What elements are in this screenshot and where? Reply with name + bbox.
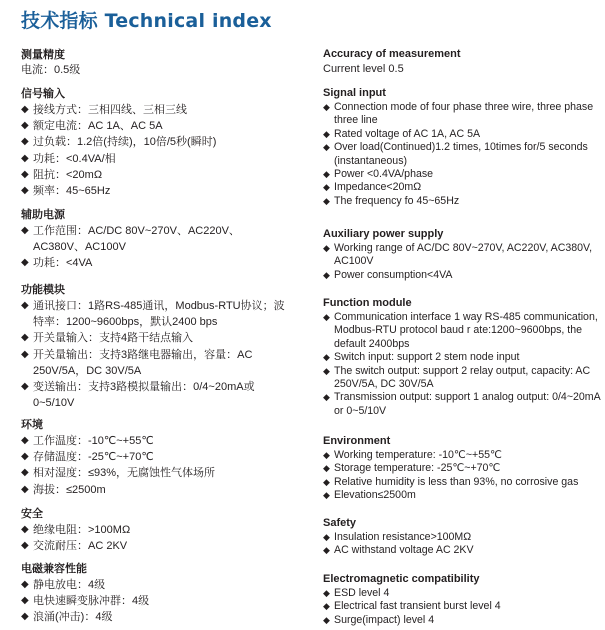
diamond-bullet-icon: ◆ — [323, 102, 330, 112]
list-item: ◆ Storage temperature: -25℃~+70℃ — [323, 462, 501, 475]
list-item: ◆ Working temperature: -10℃~+55℃ — [323, 449, 502, 461]
diamond-bullet-icon: ◆ — [21, 611, 29, 623]
list-item: ◆ Connection mode of four phase three wire, three phase three line — [323, 101, 594, 127]
en-env-section — [323, 434, 605, 503]
list-item: ◆ 接线方式：三相四线、三相三线 — [21, 102, 311, 118]
page-title: 技术指标 Technical index — [21, 10, 272, 32]
diamond-bullet-icon: ◆ — [21, 257, 29, 269]
en-emc-section — [323, 572, 605, 627]
diamond-bullet-icon: ◆ — [21, 332, 29, 344]
section-heading: 辅助电源 — [21, 209, 65, 221]
list-item: ◆ Insulation resistance>100MΩ — [323, 531, 472, 543]
diamond-bullet-icon: ◆ — [323, 182, 330, 193]
section-heading: Function module — [323, 297, 412, 309]
section-heading: Electromagnetic compatibility — [323, 573, 480, 585]
diamond-bullet-icon: ◆ — [21, 348, 29, 360]
list-item: ◆ 绝缘电阻：>100MΩ — [21, 522, 311, 538]
list-item: ◆ 额定电流：AC 1A、AC 5A — [21, 118, 311, 134]
cn-signal-section — [21, 87, 311, 199]
diamond-bullet-icon: ◆ — [323, 243, 330, 253]
list-item: ◆ The frequency fo 45~65Hz — [323, 194, 460, 207]
diamond-bullet-icon: ◆ — [21, 467, 29, 479]
list-item: ◆ 存储温度：-25℃~+70℃ — [21, 449, 311, 465]
diamond-bullet-icon: ◆ — [21, 483, 29, 495]
list-item: ◆ 频率：45~65Hz — [21, 183, 311, 199]
diamond-bullet-icon: ◆ — [21, 435, 29, 446]
diamond-bullet-icon: ◆ — [323, 532, 330, 542]
list-item: ◆ 开关量输入：支持4路干结点输入 — [21, 330, 311, 346]
list-item: ◆ 阻抗：<20mΩ — [21, 167, 311, 183]
list-item: ◆ 功耗：<0.4VA/相 — [21, 151, 311, 167]
list-item: ◆ 过负载：1.2倍(持续)，10倍/5秒(瞬时) — [21, 134, 311, 150]
diamond-bullet-icon: ◆ — [323, 588, 330, 598]
cn-env-section — [21, 418, 311, 498]
list-item: ◆ 浪涌(冲击)：4级 — [21, 609, 311, 625]
list-item: ◆ Transmission output: support 1 analog output: 0/4~20mA or 0~5/10V — [323, 391, 601, 417]
cn-function-section — [21, 283, 311, 411]
diamond-bullet-icon: ◆ — [21, 540, 29, 552]
list-item: ◆ The switch output: support 2 relay output, capacity: AC 250V/5A, DC 30V/5A — [323, 364, 591, 391]
list-item: ◆ Rated voltage of AC 1A, AC 5A — [323, 127, 481, 140]
section-heading: 安全 — [21, 508, 43, 520]
diamond-bullet-icon: ◆ — [21, 185, 29, 197]
diamond-bullet-icon: ◆ — [21, 595, 29, 607]
list-item: ◆ AC withstand voltage AC 2KV — [323, 544, 474, 557]
diamond-bullet-icon: ◆ — [323, 142, 330, 153]
diamond-bullet-icon: ◆ — [323, 463, 330, 474]
diamond-bullet-icon: ◆ — [21, 136, 29, 148]
diamond-bullet-icon: ◆ — [21, 168, 29, 180]
list-item: ◆ Power consumption<4VA — [323, 268, 453, 281]
list-item: ◆ Surge(impact) level 4 — [323, 613, 435, 626]
diamond-bullet-icon: ◆ — [21, 579, 29, 590]
cn-accuracy-section — [21, 48, 311, 78]
accuracy-value: Current level 0.5 — [323, 63, 404, 75]
list-item: ◆ 工作温度：-10℃~+55℃ — [21, 433, 311, 449]
list-item: ◆ Electrical fast transient burst level 4 — [323, 600, 501, 613]
list-item: ◆ 通讯接口：1路RS-485通讯，Modbus-RTU协议；波特率：1200~9600bps，默认2400 bps — [21, 300, 285, 329]
section-heading: 功能模块 — [21, 284, 65, 296]
cn-safety-section — [21, 507, 311, 554]
diamond-bullet-icon: ◆ — [323, 269, 330, 280]
cn-emc-section — [21, 562, 311, 626]
diamond-bullet-icon: ◆ — [323, 614, 330, 625]
list-item: ◆ Relative humidity is less than 93%, no corrosive gas — [323, 475, 579, 488]
diamond-bullet-icon: ◆ — [21, 120, 29, 132]
diamond-bullet-icon: ◆ — [21, 381, 29, 393]
list-item: ◆ Switch input: support 2 stem node input — [323, 351, 520, 364]
list-item: ◆ Over load(Continued)1.2 times, 10times for/5 seconds (instantaneous) — [323, 141, 588, 167]
diamond-bullet-icon: ◆ — [323, 352, 330, 363]
list-item: ◆ Impedance<20mΩ — [323, 181, 422, 194]
diamond-bullet-icon: ◆ — [21, 300, 29, 311]
diamond-bullet-icon: ◆ — [323, 450, 330, 460]
diamond-bullet-icon: ◆ — [323, 601, 330, 612]
diamond-bullet-icon: ◆ — [323, 392, 330, 403]
list-item: ◆ 静电放电：4级 — [21, 577, 311, 593]
section-heading: 环境 — [21, 419, 43, 431]
list-item: ◆ 开关量输出：支持3路继电器输出，容量：AC 250V/5A，DC 30V/5A — [21, 348, 253, 377]
diamond-bullet-icon: ◆ — [323, 128, 330, 139]
section-heading: Signal input — [323, 87, 386, 99]
section-heading: 测量精度 — [21, 49, 65, 61]
diamond-bullet-icon: ◆ — [323, 365, 330, 376]
diamond-bullet-icon: ◆ — [323, 312, 330, 322]
list-item: ◆ 电快速瞬变脉冲群：4级 — [21, 593, 311, 609]
diamond-bullet-icon: ◆ — [323, 545, 330, 556]
en-function-section — [323, 296, 605, 418]
accuracy-value: 电流：0.5级 — [21, 64, 81, 76]
list-item: ◆ Elevation≤2500m — [323, 489, 416, 502]
diamond-bullet-icon: ◆ — [21, 524, 29, 535]
diamond-bullet-icon: ◆ — [21, 104, 29, 115]
cn-aux-section — [21, 208, 311, 272]
list-item: ◆ Communication interface 1 way RS-485 communication, Modbus-RTU protocol baud r ate:1200~9600bps, the default 2400bps — [323, 311, 598, 350]
section-heading: 电磁兼容性能 — [21, 563, 87, 575]
en-signal-section — [323, 86, 605, 208]
list-item: ◆ 交流耐压：AC 2KV — [21, 538, 311, 554]
diamond-bullet-icon: ◆ — [323, 195, 330, 206]
en-aux-section — [323, 227, 605, 282]
list-item: ◆ 海拔：≤2500m — [21, 482, 311, 498]
list-item: ◆ ESD level 4 — [323, 587, 390, 599]
list-item: ◆ 功耗：<4VA — [21, 255, 311, 271]
diamond-bullet-icon: ◆ — [21, 225, 29, 236]
en-accuracy-section — [323, 47, 605, 77]
list-item: ◆ 工作范围：AC/DC 80V~270V、AC220V、AC380V、AC100V — [21, 225, 240, 254]
diamond-bullet-icon: ◆ — [21, 152, 29, 164]
section-heading: Safety — [323, 517, 357, 529]
en-safety-section — [323, 516, 605, 558]
section-heading: Accuracy of measurement — [323, 48, 461, 60]
diamond-bullet-icon: ◆ — [21, 451, 29, 463]
list-item: ◆ Working range of AC/DC 80V~270V, AC220V, AC380V, AC100V — [323, 242, 593, 268]
diamond-bullet-icon: ◆ — [323, 490, 330, 501]
list-item: ◆ 相对湿度：≤93%，无腐蚀性气体场所 — [21, 465, 311, 481]
section-heading: 信号输入 — [21, 88, 65, 100]
section-heading: Environment — [323, 435, 391, 447]
list-item: ◆ Power <0.4VA/phase — [323, 168, 434, 181]
section-heading: Auxiliary power supply — [323, 228, 444, 240]
list-item: ◆ 变送输出：支持3路模拟量输出：0/4~20mA或0~5/10V — [21, 381, 255, 410]
diamond-bullet-icon: ◆ — [323, 169, 330, 180]
diamond-bullet-icon: ◆ — [323, 476, 330, 487]
